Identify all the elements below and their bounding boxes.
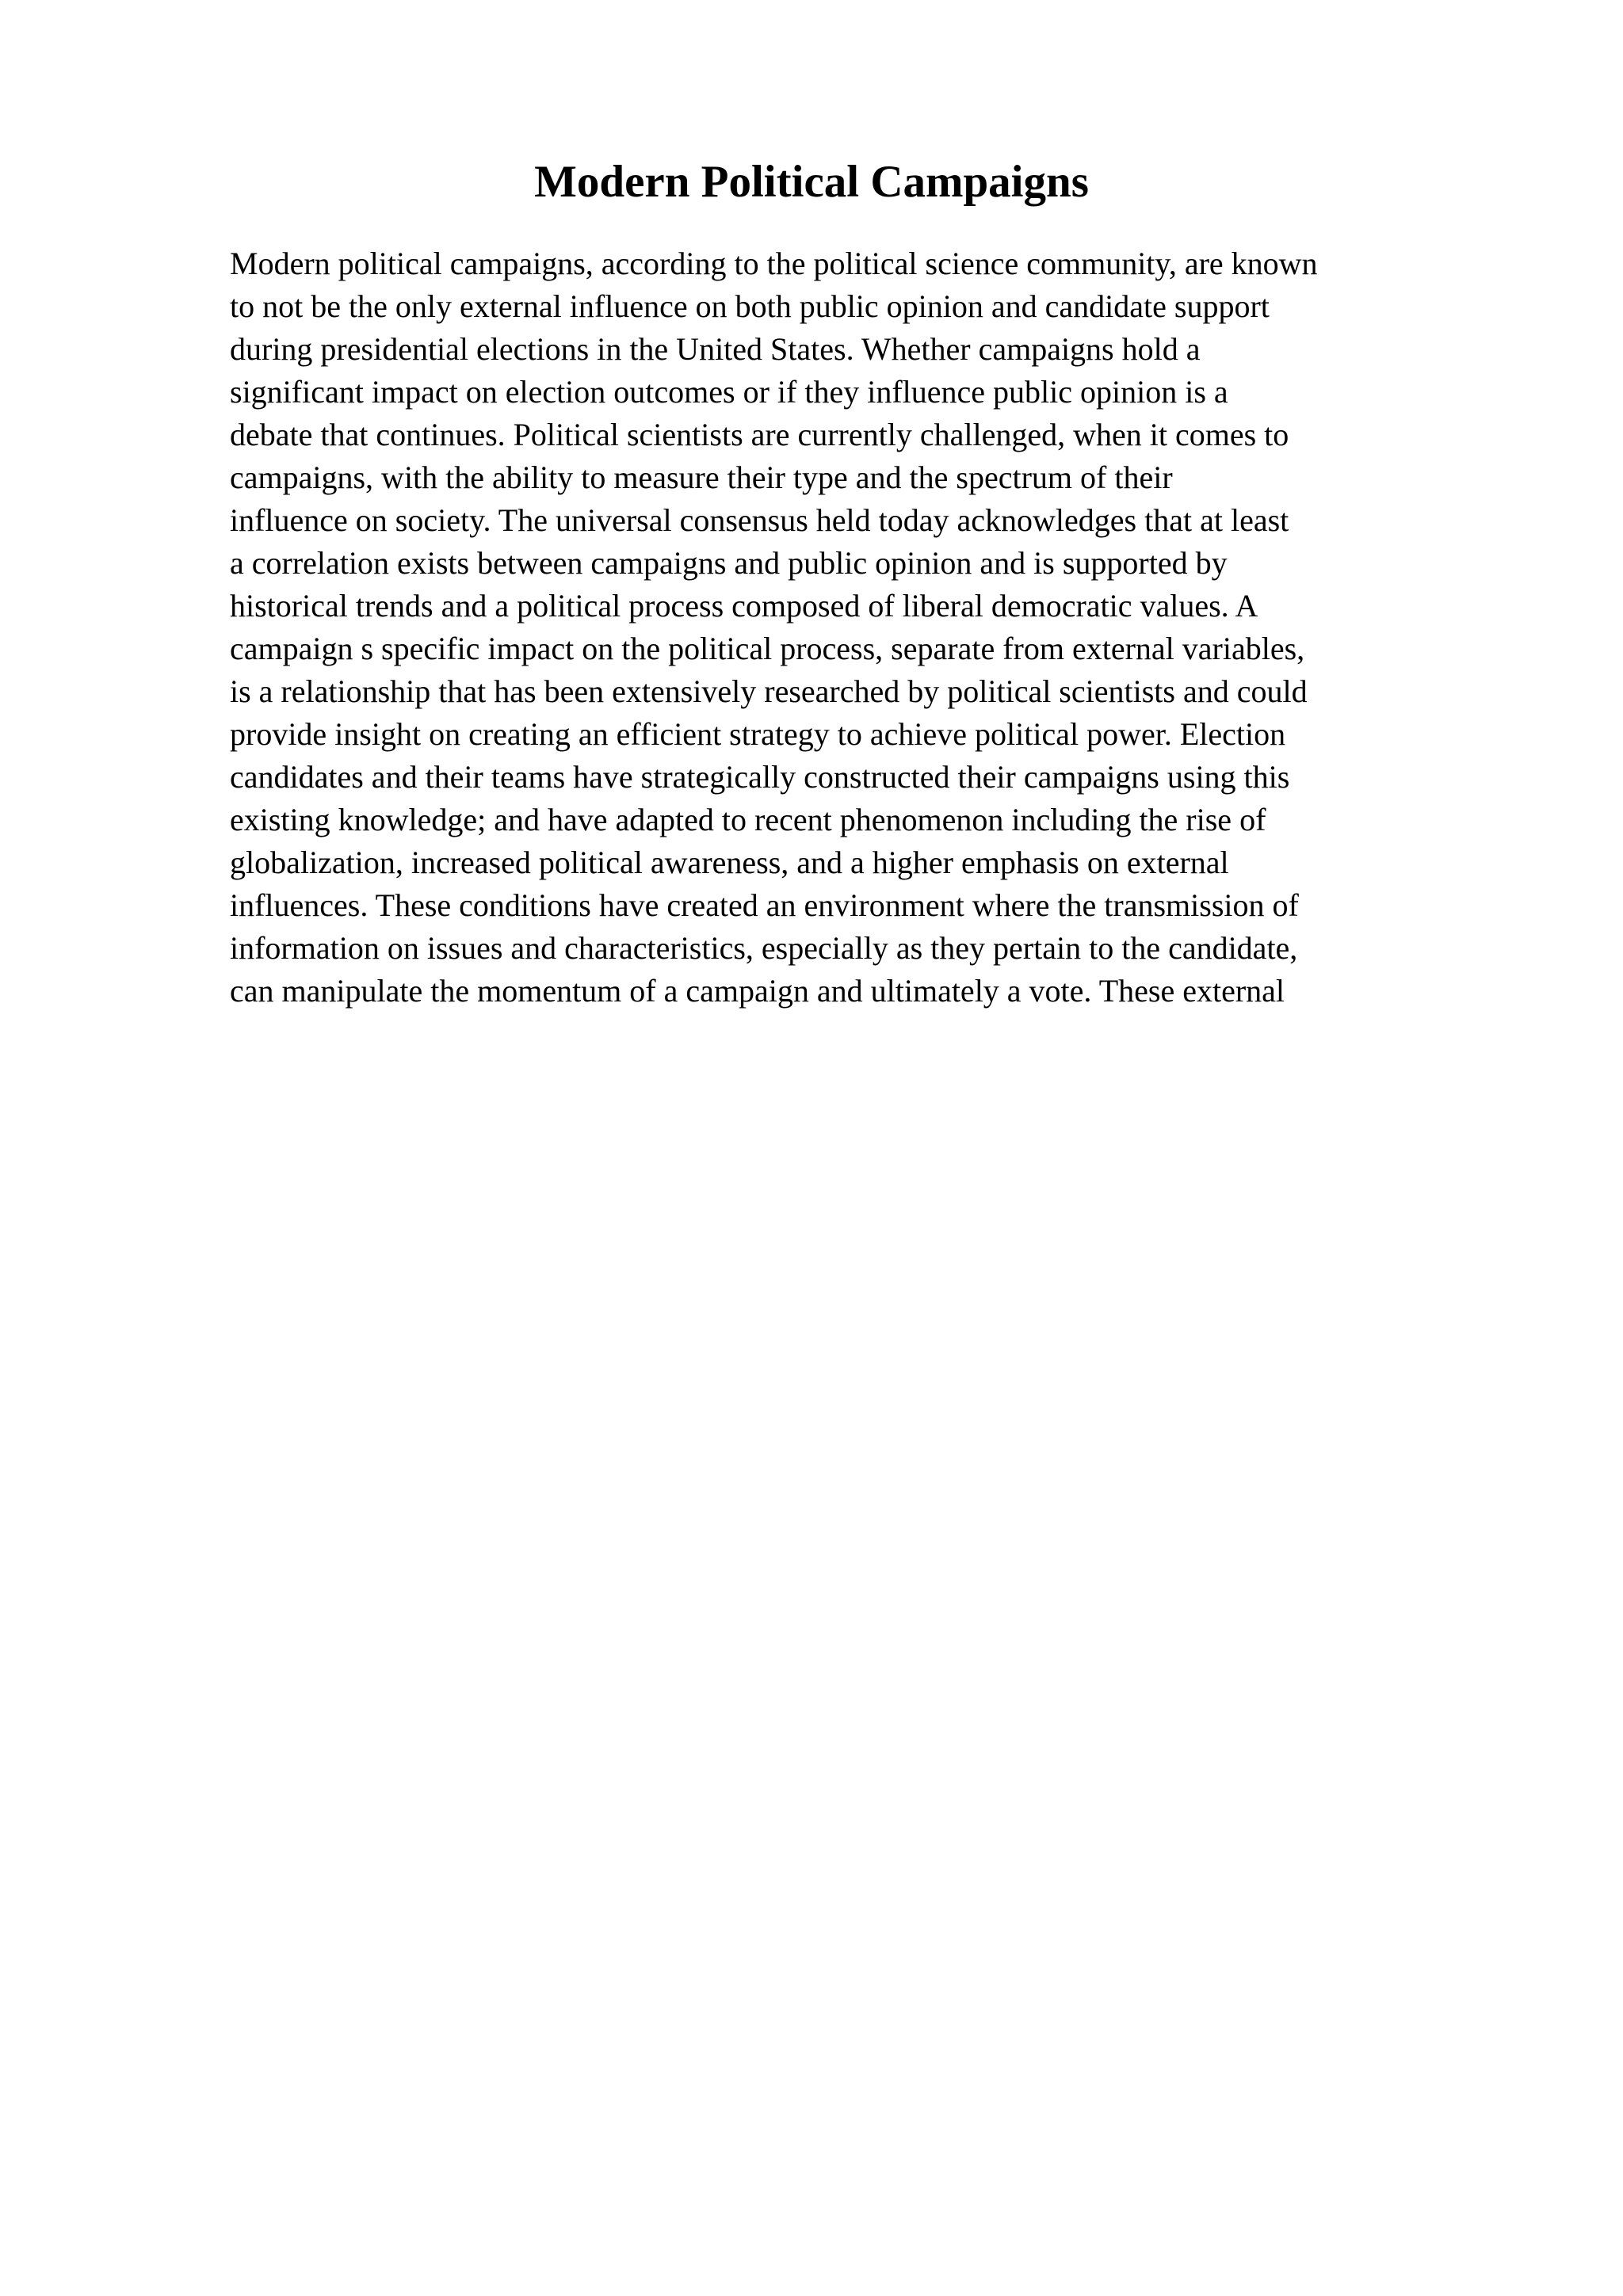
text-line: debate that continues. Political scientists are currently challenged, when it comes to: [230, 417, 1289, 452]
text-line: campaign s specific impact on the political process, separate from external variables,: [230, 631, 1305, 666]
text-line: significant impact on election outcomes or if they influence public opinion is a: [230, 374, 1228, 410]
text-line: information on issues and characteristics, especially as they pertain to the candidate,: [230, 930, 1298, 966]
text-line: campaigns, with the ability to measure their type and the spectrum of their: [230, 460, 1173, 495]
text-line: during presidential elections in the United States. Whether campaigns hold a: [230, 331, 1201, 367]
text-line: is a relationship that has been extensively researched by political scientists and could: [230, 673, 1308, 709]
text-line: to not be the only external influence on both public opinion and candidate support: [230, 288, 1270, 324]
text-line: Modern political campaigns, according to the political science community, are known: [230, 246, 1318, 281]
text-line: historical trends and a political process composed of liberal democratic values. A: [230, 588, 1258, 624]
text-line: globalization, increased political awareness, and a higher emphasis on external: [230, 845, 1229, 880]
text-line: influence on society. The universal consensus held today acknowledges that at least: [230, 502, 1289, 538]
text-line: existing knowledge; and have adapted to recent phenomenon including the rise of: [230, 802, 1266, 837]
text-line: can manipulate the momentum of a campaign and ultimately a vote. These external: [230, 973, 1285, 1009]
text-line: influences. These conditions have created an environment where the transmission of: [230, 887, 1299, 923]
text-line: a correlation exists between campaigns and public opinion and is supported by: [230, 545, 1228, 581]
text-line: provide insight on creating an efficient strategy to achieve political power. Election: [230, 716, 1286, 752]
document-title: Modern Political Campaigns: [534, 157, 1089, 207]
body-paragraph: [230, 242, 1529, 1013]
text-line: candidates and their teams have strategically constructed their campaigns using this: [230, 759, 1290, 795]
